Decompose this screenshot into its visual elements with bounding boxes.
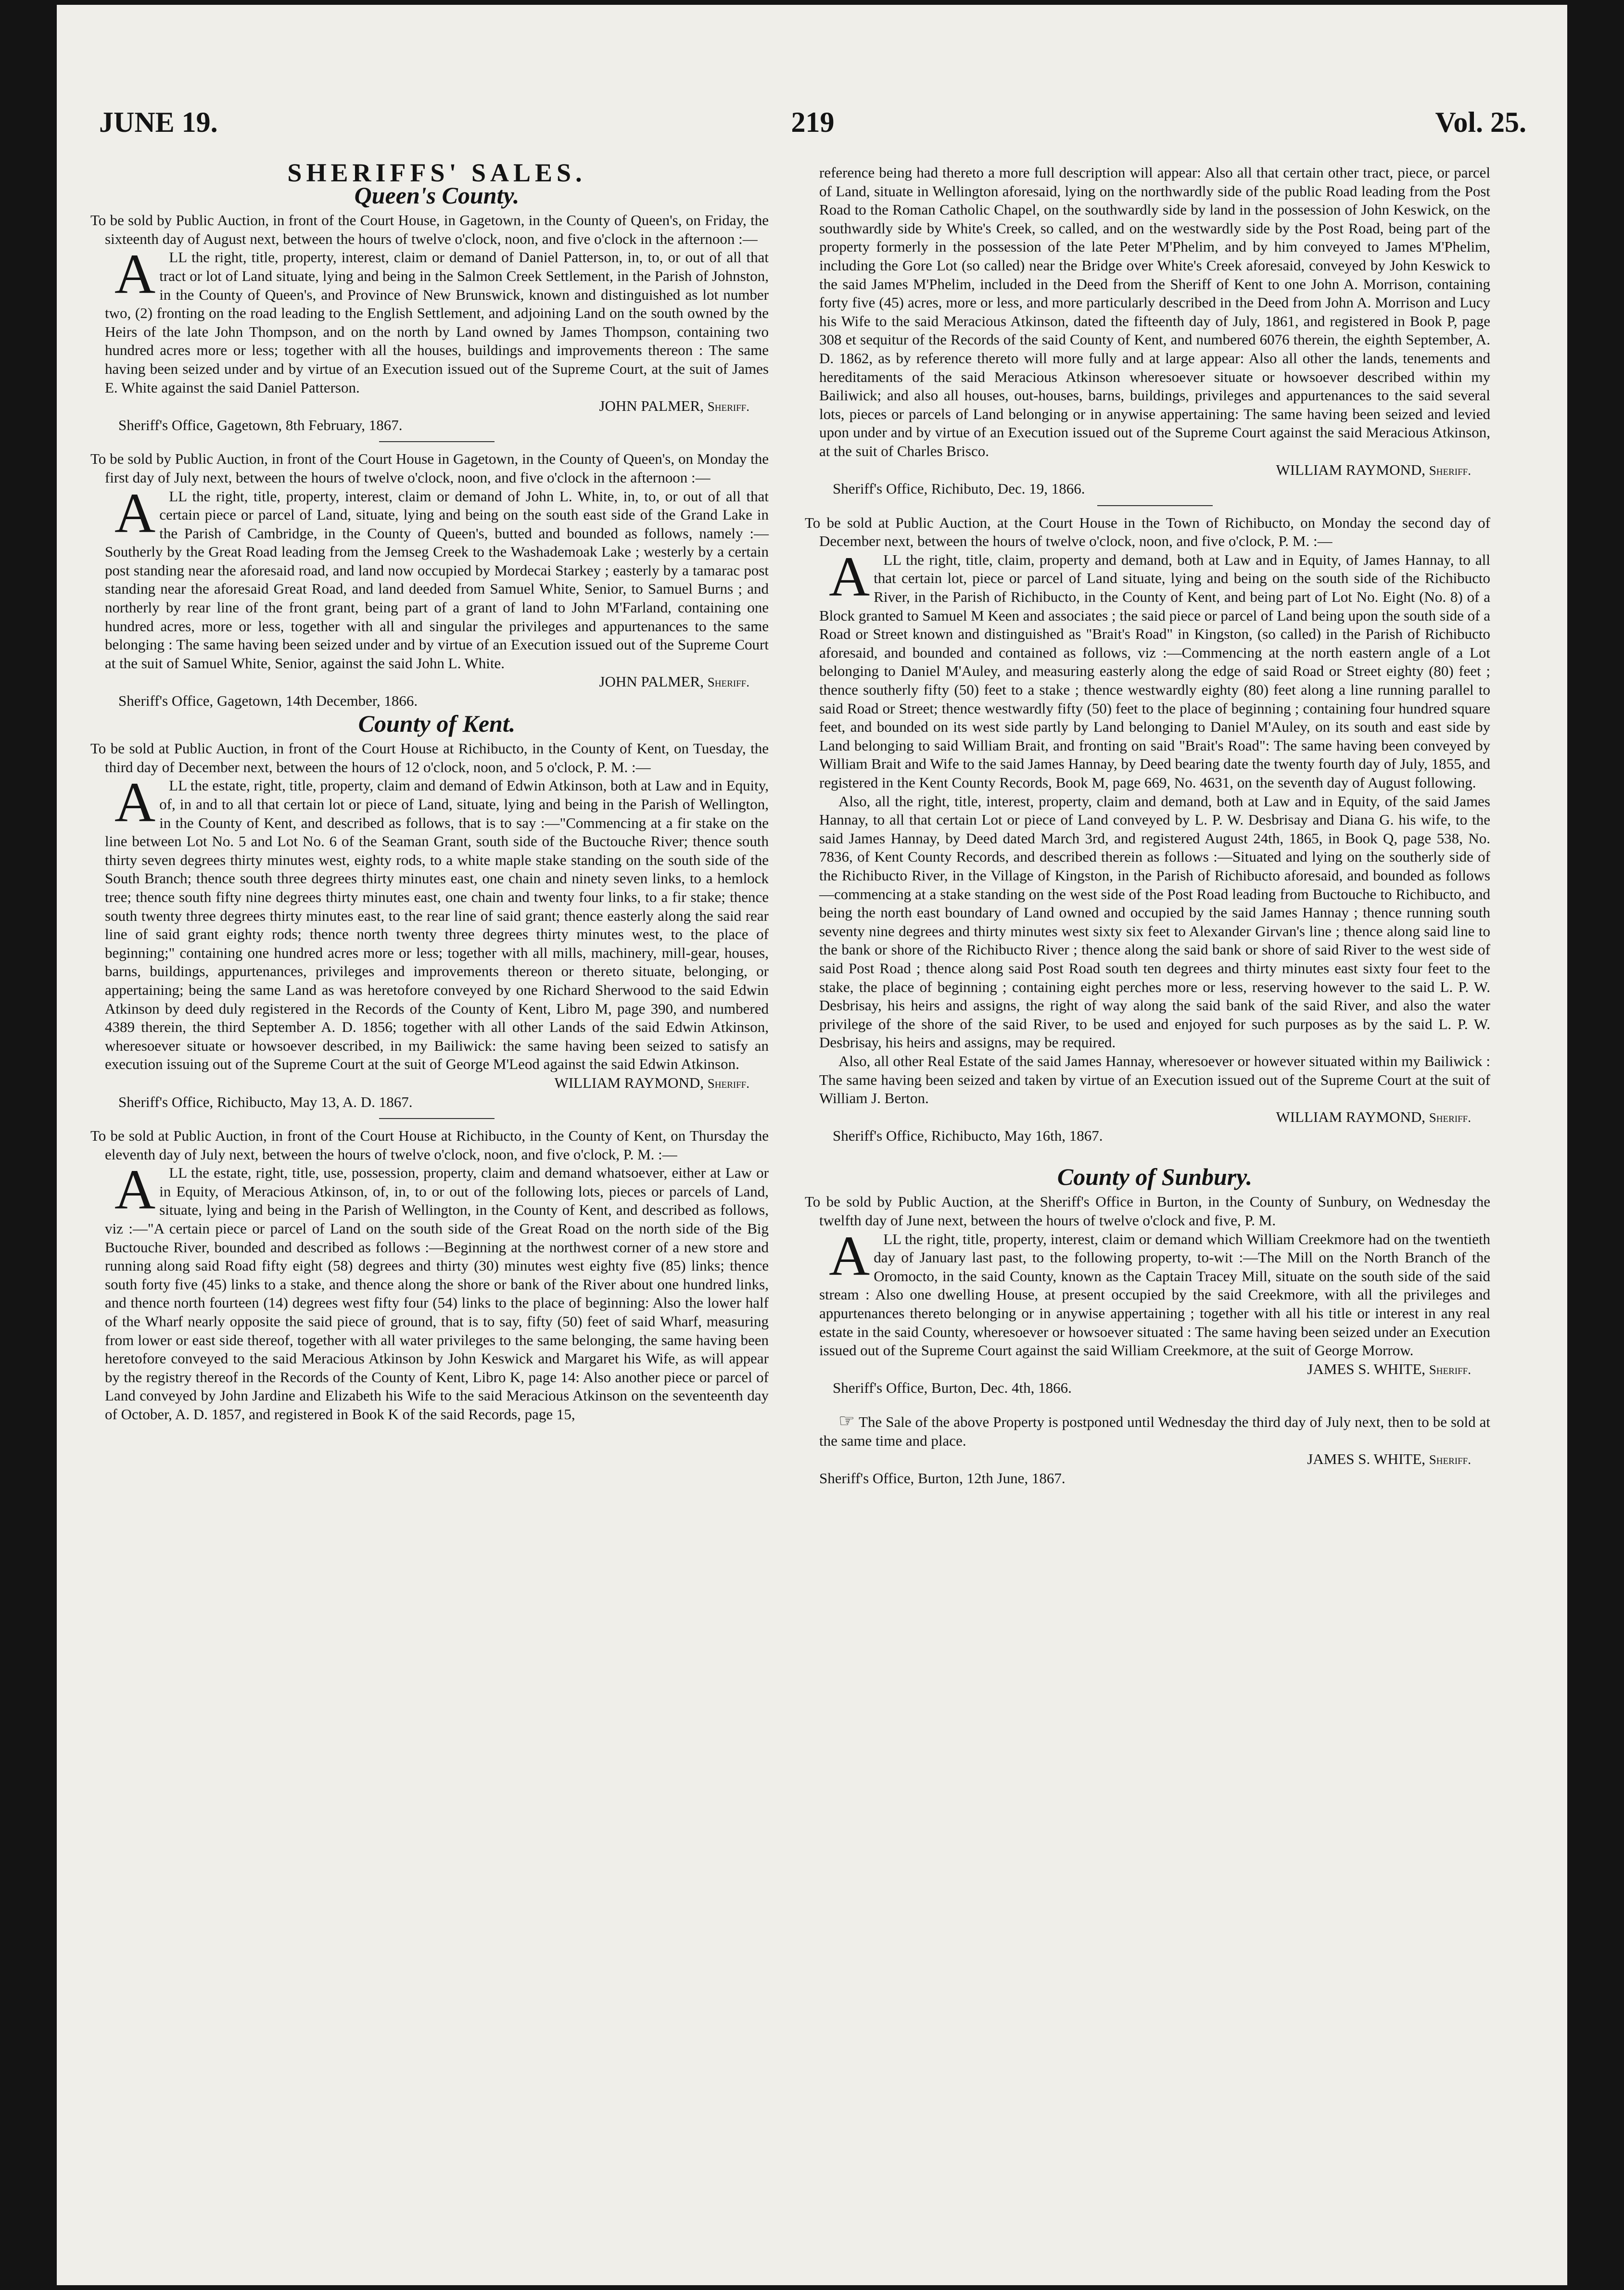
pointing-hand-icon: ☞ [838, 1411, 855, 1431]
notice-body: ALL the estate, right, title, property, claim and demand of Edwin Atkinson, both at Law and in Equity, of, in and to all that certain lot or piece of Land, situate, lying and being in the Parish of Wellington, in the County of Kent, and described as follows, that is to say :—"Commencing at a fir stake on the line between Lot No. 5 and Lot No. 6 of the Seaman Grant, south side of the Buctouche River; thence south thirty seven degrees thirty minutes west, eighty rods, to a white maple stake standing on the south side of the South Branch; thence south three degrees thirty minutes east, one chain and ninety seven links, to a hemlock tree; thence south fifty nine degrees thirty minutes east, one chain and twenty four links, to a fir stake; thence south twenty three degrees thirty minutes east, to the rear line of said grant; thence easterly along the said rear line of said grant eighty rods; thence north twenty three degrees thirty minutes west, to the place of beginning;" containing one hundred acres more or less; together with all mills, machinery, mill-gear, houses, barns, buildings, appurtenances, privileges and improvements thereon or thereto situate, belonging, or appertaining; being the same Land as was heretofore conveyed by one Richard Sherwood to the said Edwin Atkinson by deed duly registered in the Records of the County of Kent, Libro M, page 390, and numbered 4389 therein, the third September A. D. 1856; together with all other Lands of the said Edwin Atkinson, wheresoever situate or howsoever described, in my Bailiwick: the same having been seized to satisfy an execution issuing out of the Supreme Court at the suit of George M'Leod against the said Edwin Atkinson. [105, 771, 769, 1073]
notice-edwin-atkinson [90, 739, 769, 1111]
volume-number: Vol. 25. [1435, 106, 1526, 138]
sheriff-signature: WILLIAM RAYMOND, Sheriff. [1276, 461, 1471, 478]
notice-patterson [90, 211, 769, 434]
header-date: JUNE 19. [99, 106, 218, 138]
notice-body: ALL the right, title, property, interest, claim or demand of John L. White, in, to, or out of all that certain piece or parcel of Land, situate, lying and being on the south east side of the Grand Lake in the Parish of Cambridge, in the County of Queen's, butted and bounded as follows, namely :—Southerly by the Great Road leading from the Jemseg Creek to the Washademoak Lake ; westerly by a certain post standing near the aforesaid road, and land now occupied by Mordecai Starkey ; easterly by a tamarac post standing near the aforesaid Great Road, and land deeded from Samuel White, Senior, to Samuel Burns ; and northerly by rear line of the front grant, being part of a grant of land to John M'Farland, containing one hundred acres, more or less, together with all and singular the privileges and appurtenances to the same belonging : The same having been seized under and by virtue of an Execution issued out of the Supreme Court at the suit of Samuel White, Senior, against the said John L. White. [105, 481, 769, 672]
sheriff-office-line: Sheriff's Office, Richibuto, Dec. 19, 1866. [833, 480, 1085, 497]
sheriff-signature: JOHN PALMER, Sheriff. [599, 397, 749, 415]
notice-body: ALL the estate, right, title, use, possession, property, claim and demand whatsoever, either at Law or in Equity, of Meracious Atkinson, of, in, to or out of the following lots, pieces or parcels of Land, situate, lying and being in the Parish of Wellington, in the County of Kent, and described as follows, viz :—"A certain piece or parcel of Land on the south side of the Great Road on the north side of the Big Buctouche River, bounded and described as follows :—Beginning at the northwest corner of a new store and running along said Road fifty eight (58) degrees and thirty (30) minutes west eighty five (85) links; thence south forty five (45) links to a stake, and thence along the shore or bank of the River about one hundred links, and thence north fourteen (14) degrees west fifty four (54) links to the place of beginning: Also the lower half of the Wharf nearly opposite the said piece of ground, that is to say, fifty (50) feet of said Wharf, measuring from lower or east side thereof, together with all water privileges to the same belonging, the same having been heretofore conveyed to the said Meracious Atkinson by John Keswick and Margaret his Wife, as will appear by the registry thereof in the Records of the County of Kent, Libro K, page 14: Also another piece or parcel of Land conveyed by John Jardine and Elizabeth his Wife to the said Meracious Atkinson on the seventeenth day of October, A. D. 1857, and registered in Book K of the said Records, page 15, [105, 1158, 769, 1423]
page-number: 219 [791, 106, 835, 138]
divider [379, 1118, 495, 1119]
sheriff-signature: JAMES S. WHITE, Sheriff. [1307, 1360, 1471, 1377]
notice-paragraph: Also, all the right, title, interest, property, claim and demand, both at Law and in Equity, of the said James Hannay, to all that certain Lot or piece of Land conveyed by L. P. W. Desbrisay and Diana G. his wife, to the said James Hannay, by Deed dated March 3rd, and registered August 24th, 1865, in Book Q, page 538, No. 7836, of Kent County Records, and described therein as follows :—Situated and lying on the southerly side of the Richibucto River, in the Village of Kingston, in the Parish of Richibucto aforesaid, and bounded as follows—commencing at a stake standing on the west side of the Post Road leading from Buctouche to Richibucto, and being the north east boundary of Land owned and occupied by the said James Hannay ; thence running south seventy nine degrees and thirty minutes west sixty six feet to Alexander Girvan's line ; thence along said line to the bank or shore of the Richibucto River ; thence along the said bank or shore of said River to the west side of said Post Road ; thence along said Post Road south ten degrees and thirty minutes east sixty four feet to the stake, the place of beginning ; containing eight perches more or less, reserving however to the said L. P. W. Desbrisay, his heirs and assigns, the right of way along the said bank of the said River, and also the water privilege of the shore of the said River, to be used and enjoyed for such purposes as by the said L. P. W. Desbrisay, his heirs and assigns, may be required. [819, 792, 1490, 1051]
notice-intro: To be sold at Public Auction, in front of the Court House at Richibucto, in the County of Kent, on Thursday the eleventh day of July next, between the hours of twelve o'clock, noon, and five o'clock, P. M. :— [90, 1127, 769, 1163]
sheriff-office-line: Sheriff's Office, Burton, 12th June, 1867. [819, 1469, 1066, 1487]
section-title: SHERIFFS' SALES. [287, 158, 586, 187]
sheriff-signature: JAMES S. WHITE, Sheriff. [1307, 1450, 1471, 1468]
divider [379, 441, 495, 442]
notice-intro: To be sold by Public Auction, in front of the Court House in Gagetown, in the County of Queen's, on Monday the first day of July next, between the hours of twelve o'clock, noon, and five o'clock in the afternoon :— [90, 450, 769, 486]
postponement-notice: ☞ The Sale of the above Property is postponed until Wednesday the third day of July next, then to be sold at the same time and place. [819, 1411, 1490, 1449]
county-heading-queens: Queen's County. [354, 181, 520, 209]
notice-creekmore [805, 1193, 1490, 1488]
notice-hannay [805, 514, 1490, 1145]
sheriff-signature: WILLIAM RAYMOND, Sheriff. [554, 1074, 749, 1091]
county-heading-kent: County of Kent. [358, 710, 516, 737]
notice-intro: To be sold at Public Auction, in front of the Court House at Richibucto, in the County of Kent, on Tuesday, the third day of December next, between the hours of 12 o'clock, noon, and 5 o'clock, P. M. :— [90, 740, 769, 776]
sheriff-office-line: Sheriff's Office, Burton, Dec. 4th, 1866. [833, 1379, 1072, 1397]
notice-body: ALL the right, title, property, interest, claim or demand of Daniel Patterson, in, to, or out of all that tract or lot of Land situate, lying and being in the Salmon Creek Settlement, in the Parish of Johnston, in the County of Queen's, and Province of New Brunswick, known and distinguished as lot number two, (2) fronting on the road leading to the English Settlement, and adjoining Land on the south owned by the Heirs of the late John Thompson, and on the north by Land owned by James Thompson, containing two hundred acres more or less; together with all the houses, buildings and improvements thereon : The same having been seized under and by virtue of an Execution issued out of the Supreme Court, at the suit of James E. White against the said Daniel Patterson. [105, 242, 769, 396]
notice-white [90, 450, 769, 710]
notice-body: ALL the right, title, claim, property and demand, both at Law and in Equity, of James Hannay, to all that certain lot, piece or parcel of Land situate, lying and being on the south side of the Richibucto River, in the Parish of Richibucto, in the County of Kent, and being part of Lot No. Eight (No. 8) of a Block granted to Samuel M Keen and associates ; the said piece or parcel of Land being upon the south side of a Road or Street known and distinguished as "Brait's Road" in Kingston, (so called) in the Parish of Richibucto aforesaid, and bounded and contained as follows, viz :—Commencing at the north eastern angle of a Lot belonging to Daniel M'Auley, and measuring easterly along the edge of said Road or Street eighty (80) feet ; thence southerly fifty (50) feet to a stake ; thence westwardly eighty (80) feet along a line running parallel to said Road or Street; thence westwardly fifty (50) feet to the place of beginning ; containing four hundred square feet, and bounded on its west side partly by Land belonging to Daniel M'Auley, on its south and east side by Land belonging to said William Brait, and fronting on said "Brait's Road": The same having been conveyed by William Brait and Wife to the said James Hannay, by Deed bearing date the twenty fourth day of July, 1855, and registered in the Kent County Records, Book M, page 669, No. 4631, on the seventh day of August following. [819, 545, 1490, 791]
page-header [99, 106, 1526, 152]
notice-body: ALL the right, title, property, interest, claim or demand which William Creekmore had on the twentieth day of January last past, to the following property, to-wit :—The Mill on the North Branch of the Oromocto, in the said County, known as the Captain Tracey Mill, situate on the south side of the said stream : Also one dwelling House, at present occupied by the said Creekmore, with all the privileges and appurtenances thereto belonging or in anywise appertaining ; together with all his title or interest in any real estate in the said County, wheresoever or howsoever situated : The same having been seized under an Execution issued out of the Supreme Court against the said William Creekmore, at the suit of George Morrow. [819, 1224, 1490, 1359]
county-heading-sunbury: County of Sunbury. [1057, 1163, 1253, 1190]
sheriff-office-line: Sheriff's Office, Richibucto, May 16th, 1867. [833, 1127, 1103, 1145]
notice-meracious-atkinson-continued [819, 164, 1490, 498]
notice-paragraph: Also, all other Real Estate of the said James Hannay, wheresoever or however situated within my Bailiwick : The same having been seized and taken by virtue of an Execution issued out of the Supreme Court at the suit of William J. Berton. [819, 1052, 1490, 1107]
divider [1097, 505, 1213, 506]
notice-intro: To be sold by Public Auction, in front of the Court House, in Gagetown, in the County of Queen's, on Friday, the sixteenth day of August next, between the hours of twelve o'clock, noon, and five o'clock in the afternoon :— [90, 212, 769, 247]
notice-body-continued: reference being had thereto a more full description will appear: Also all that certain other tract, piece, or parcel of Land, situate in Wellington aforesaid, lying on the northwardly side of the public Road leading from the Post Road to the Roman Catholic Chapel, on the southwardly side by land in the possession of John Keswick, on the southwardly side by White's Creek, so called, and on the westwardly side by the Post Road, being part of the property formerly in the possession of the late Peter M'Phelim, and by him conveyed to James M'Phelim, including the Gore Lot (so called) near the Bridge over White's Creek aforesaid, conveyed by John Keswick to the said James M'Phelim, included in the Deed from the Sheriff of Kent to one John A. Morrison, containing forty five (45) acres, more or less, and more particularly described in the Deed from John A. Morrison and Lucy his Wife to the said Meracious Atkinson, dated the fifteenth day of July, 1861, and registered in Book P, page 308 et sequitur of the Records of the said County of Kent, and numbered 6076 therein, the eighth September, A. D. 1862, as by reference thereto will more fully and at large appear: Also all other the lands, tenements and hereditaments of the said Meracious Atkinson wheresoever situate or howsoever described within my Bailiwick; and also all houses, out-houses, barns, buildings, privileges and appurtenances to the said several lots, pieces or parcels of Land belonging or in anywise appertaining: The same having been seized and levied upon under and by virtue of an Execution issued out of the Supreme Court against the said Meracious Atkinson, at the suit of Charles Brisco. [819, 164, 1490, 459]
newspaper-page [57, 5, 1567, 2285]
sheriff-signature: JOHN PALMER, Sheriff. [599, 673, 749, 690]
sheriff-office-line: Sheriff's Office, Richibucto, May 13, A. D. 1867. [118, 1093, 413, 1110]
sheriff-signature: WILLIAM RAYMOND, Sheriff. [1276, 1108, 1471, 1125]
left-column [90, 158, 769, 1424]
right-column [805, 164, 1490, 1488]
notice-meracious-atkinson [90, 1127, 769, 1424]
sheriff-office-line: Sheriff's Office, Gagetown, 14th December, 1866. [118, 692, 418, 710]
notice-intro: To be sold by Public Auction, at the Sheriff's Office in Burton, in the County of Sunbury, on Wednesday the twelfth day of June next, between the hours of twelve o'clock and five, P. M. [805, 1193, 1490, 1229]
sheriff-office-line: Sheriff's Office, Gagetown, 8th February, 1867. [118, 416, 403, 433]
notice-intro: To be sold at Public Auction, at the Court House in the Town of Richibucto, on Monday the second day of December next, between the hours of twelve o'clock, noon, and five o'clock, P. M. :— [805, 514, 1490, 550]
